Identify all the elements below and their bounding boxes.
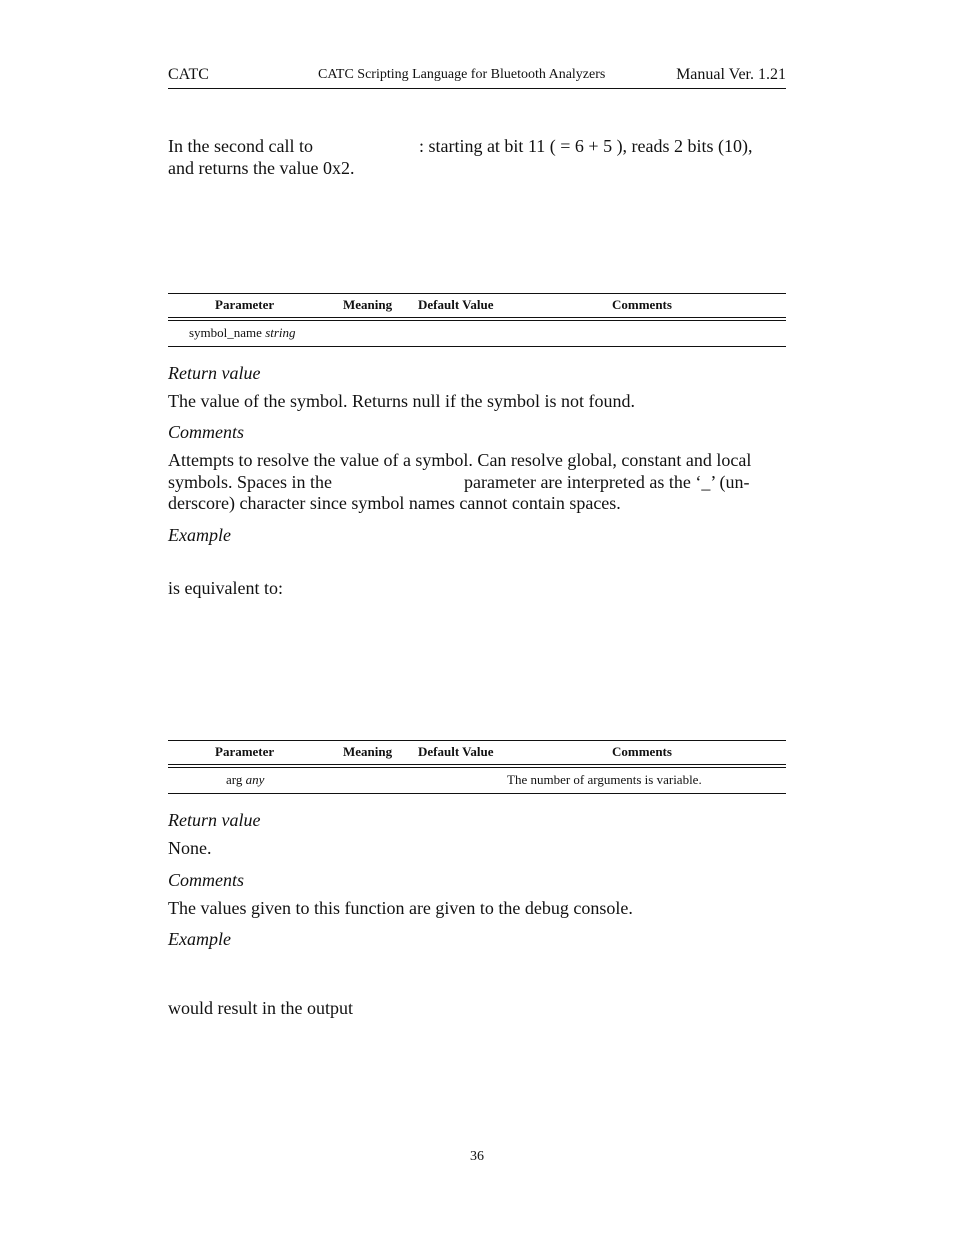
page-number: 36 xyxy=(470,1149,484,1164)
col-meaning: Meaning xyxy=(343,297,393,312)
col-meaning: Meaning xyxy=(343,744,393,759)
parameter-table-1 xyxy=(168,293,786,347)
example-heading: Example xyxy=(168,525,231,545)
return-value-heading: Return value xyxy=(168,363,261,383)
comment-cell: The number of arguments is variable. xyxy=(507,772,702,787)
return-value-heading-2: Return value xyxy=(168,810,261,830)
intro-text-line2: and returns the value 0x2. xyxy=(168,158,355,178)
comments-line-3: derscore) character since symbol names cannot contain spaces. xyxy=(168,493,621,513)
param-name: arg xyxy=(226,772,243,787)
col-default-value: Default Value xyxy=(418,297,494,312)
intro-text-part1: In the second call to xyxy=(168,136,313,156)
comments-line-1: Attempts to resolve the value of a symbol. Can resolve global, constant and local xyxy=(168,450,752,470)
return-value-text-2: None. xyxy=(168,838,212,858)
page-header xyxy=(168,66,786,89)
param-cell xyxy=(226,772,264,788)
col-default-value: Default Value xyxy=(418,744,494,759)
equivalent-text: is equivalent to: xyxy=(168,578,283,598)
header-version: Manual Ver. 1.21 xyxy=(676,66,786,83)
intro-text-part2: : starting at bit 11 ( = 6 + 5 ), reads 2 bits (10), xyxy=(418,136,753,156)
col-comments: Comments xyxy=(612,744,672,759)
comments-text-2: The values given to this function are given to the debug console. xyxy=(168,898,633,918)
param-name: symbol_name xyxy=(189,325,262,340)
table-header xyxy=(168,740,786,768)
output-text: would result in the output xyxy=(168,998,353,1018)
param-type: any xyxy=(245,772,265,787)
col-parameter: Parameter xyxy=(215,297,275,312)
comments-paragraph xyxy=(168,450,786,515)
param-type: string xyxy=(265,325,296,340)
col-parameter: Parameter xyxy=(215,744,275,759)
example-heading-2: Example xyxy=(168,929,231,949)
parameter-table-2 xyxy=(168,740,786,794)
comments-heading: Comments xyxy=(168,422,244,442)
comments-heading-2: Comments xyxy=(168,870,244,890)
comments-line-2b: parameter are interpreted as the ‘_’ (un- xyxy=(464,471,750,492)
table-row xyxy=(168,321,786,347)
header-company: CATC xyxy=(168,66,209,83)
table-row xyxy=(168,768,786,794)
param-cell xyxy=(189,325,296,341)
col-comments: Comments xyxy=(612,297,672,312)
comments-line-2a: symbols. Spaces in the xyxy=(168,471,332,492)
table-header xyxy=(168,293,786,321)
header-title: CATC Scripting Language for Bluetooth Analyzers xyxy=(318,67,606,82)
return-value-text: The value of the symbol. Returns null if the symbol is not found. xyxy=(168,391,635,411)
intro-paragraph xyxy=(168,135,786,179)
